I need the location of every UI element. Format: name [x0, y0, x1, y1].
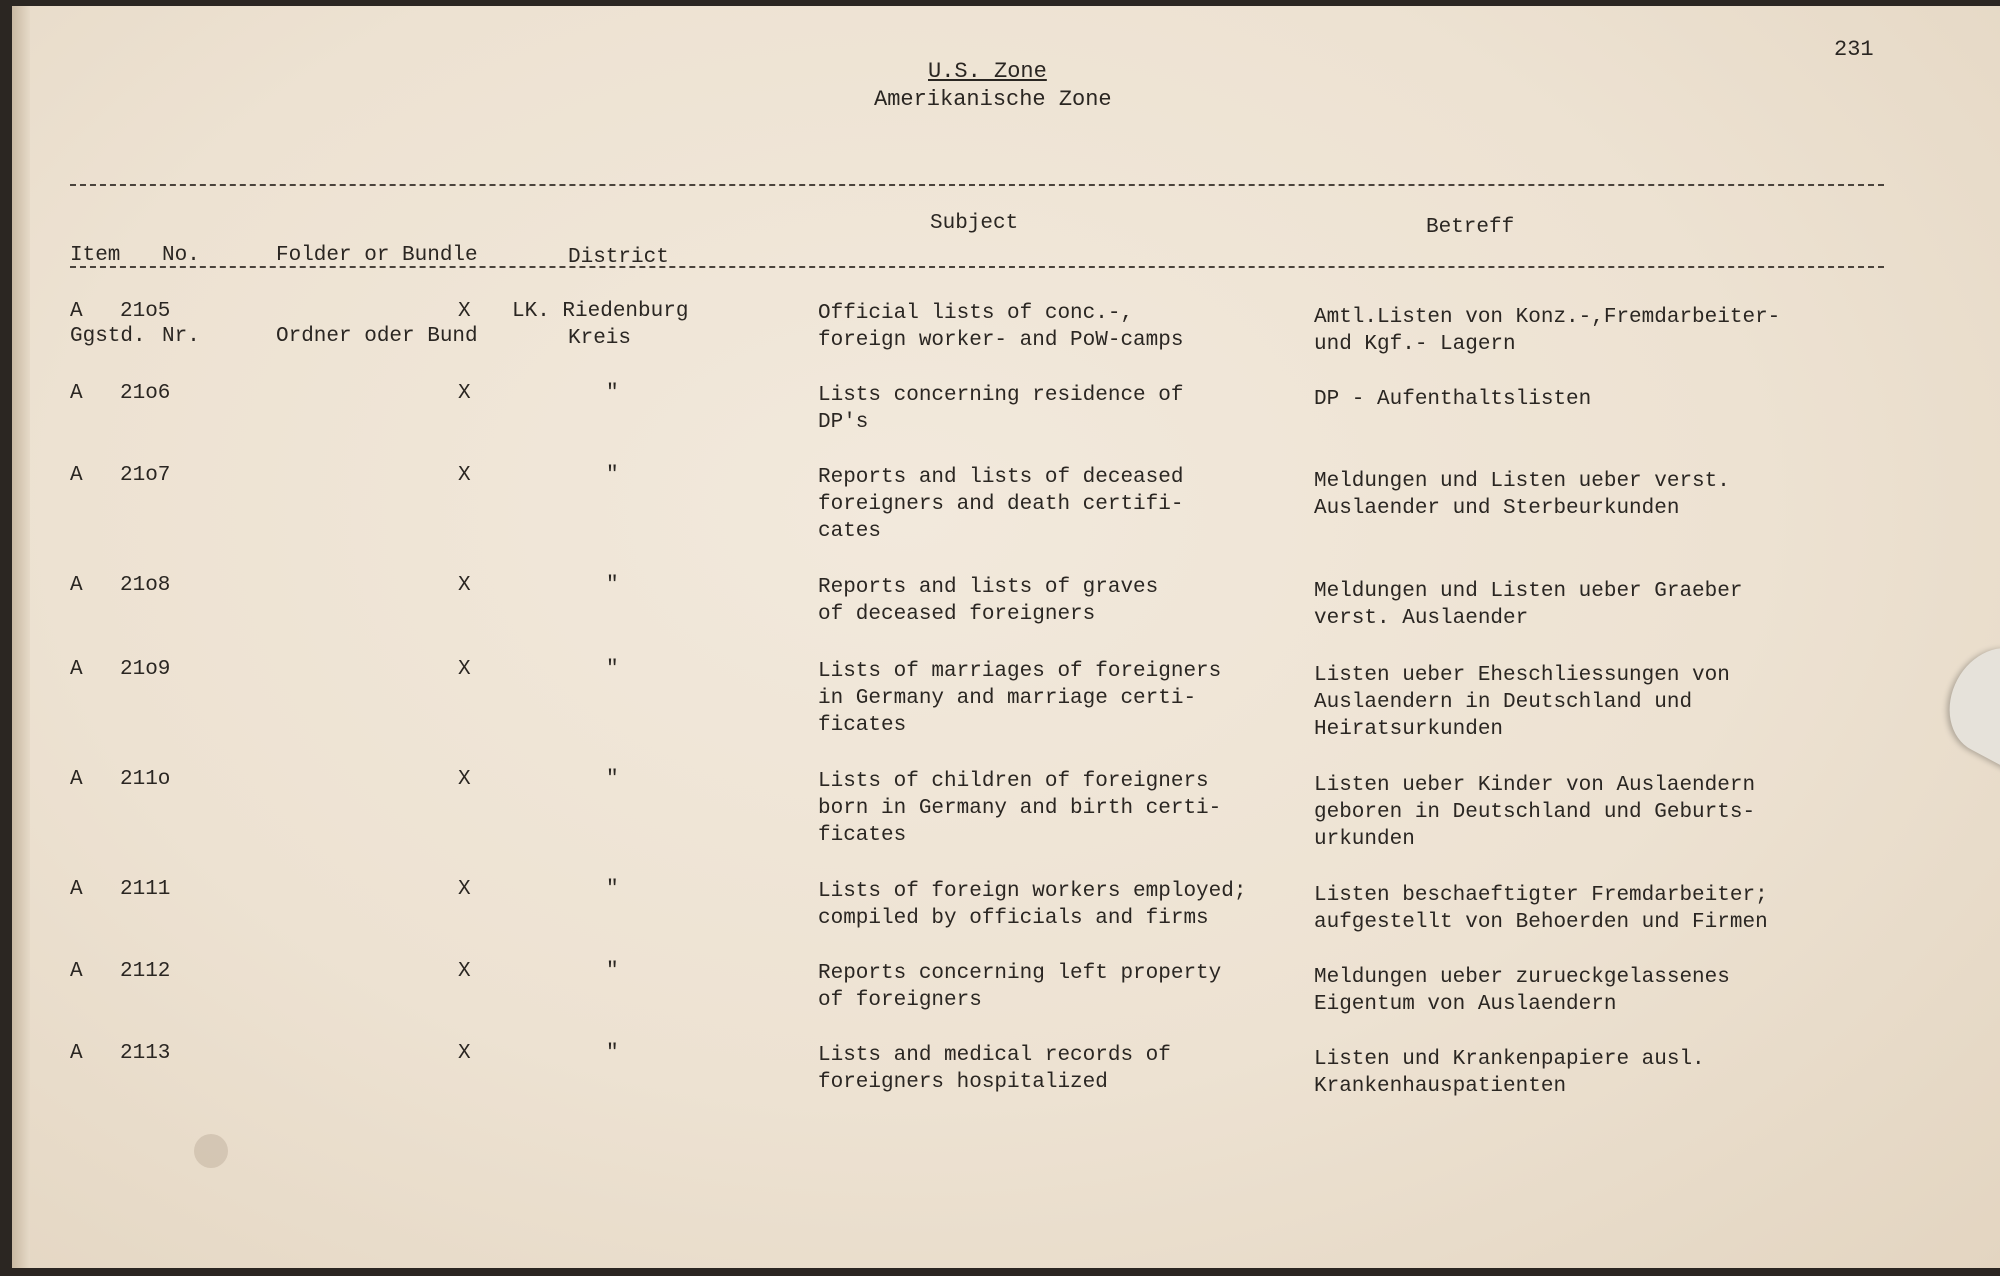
page-tab-marker [1931, 631, 2000, 770]
paper-smudge [194, 1134, 228, 1168]
row-number: 21o6 [120, 382, 171, 405]
row-betreff-line: Eigentum von Auslaendern [1314, 993, 1617, 1016]
row-subject-line: Reports concerning left property [818, 962, 1222, 985]
col-header-no [162, 188, 212, 404]
row-betreff-line: geboren in Deutschland und Geburts- [1314, 801, 1756, 824]
row-subject-line: ficates [818, 824, 907, 847]
row-district: LK. Riedenburg [512, 300, 689, 323]
row-number: 211o [120, 768, 171, 791]
row-district: " [606, 382, 619, 405]
row-subject-line: foreign worker- and PoW-camps [818, 329, 1184, 352]
row-subject-line: Lists concerning residence of [818, 384, 1184, 407]
row-subject-line: Lists of foreign workers employed; [818, 880, 1247, 903]
row-subject-line: foreigners and death certifi- [818, 493, 1184, 516]
row-subject-line: foreigners hospitalized [818, 1071, 1108, 1094]
row-number: 2113 [120, 1042, 171, 1065]
row-folder-mark: X [458, 464, 471, 487]
row-item-code: A [70, 878, 83, 901]
row-betreff-line: Krankenhauspatienten [1314, 1075, 1567, 1098]
col-header-folder [276, 188, 478, 404]
row-district: " [606, 1042, 619, 1065]
row-district: " [606, 960, 619, 983]
row-number: 2112 [120, 960, 171, 983]
row-subject-line: DP's [818, 411, 869, 434]
row-folder-mark: X [458, 382, 471, 405]
row-subject-line: Lists of children of foreigners [818, 770, 1209, 793]
row-betreff-line: Listen ueber Kinder von Auslaendern [1314, 774, 1756, 797]
row-betreff-line: Listen ueber Eheschliessungen von [1314, 664, 1730, 687]
row-number: 21o9 [120, 658, 171, 681]
page-title: U.S. Zone [928, 59, 1047, 84]
row-betreff-line: Meldungen und Listen ueber verst. [1314, 470, 1730, 493]
book-spine [12, 6, 30, 1268]
row-betreff-line: verst. Auslaender [1314, 607, 1529, 630]
col-header-district-en: District [568, 246, 669, 269]
row-district: " [606, 464, 619, 487]
row-betreff-line: Listen beschaeftigter Fremdarbeiter; [1314, 884, 1768, 907]
row-betreff-line: und Kgf.- Lagern [1314, 333, 1516, 356]
row-folder-mark: X [458, 574, 471, 597]
row-item-code: A [70, 1042, 83, 1065]
header-rule-bottom [70, 266, 1884, 268]
row-number: 2111 [120, 878, 171, 901]
row-number: 21o7 [120, 464, 171, 487]
row-folder-mark: X [458, 1042, 471, 1065]
row-subject-line: Lists and medical records of [818, 1044, 1171, 1067]
row-subject-line: born in Germany and birth certi- [818, 797, 1222, 820]
row-folder-mark: X [458, 300, 471, 323]
row-subject-line: Official lists of conc.-, [818, 302, 1134, 325]
row-item-code: A [70, 658, 83, 681]
row-subject-line: ficates [818, 714, 907, 737]
row-subject-line: in Germany and marriage certi- [818, 687, 1197, 710]
row-subject-line: of foreigners [818, 989, 982, 1012]
row-item-code: A [70, 960, 83, 983]
col-header-item [70, 188, 146, 404]
col-header-subject: Subject [930, 212, 1019, 235]
page-number: 231 [1834, 37, 1874, 62]
row-item-code: A [70, 574, 83, 597]
row-item-code: A [70, 382, 83, 405]
row-betreff-line: urkunden [1314, 828, 1415, 851]
col-header-folder-de: Ordner oder Bund [276, 325, 478, 348]
row-subject-line: Reports and lists of graves [818, 576, 1159, 599]
col-header-district-de: Kreis [568, 327, 632, 350]
row-betreff-line: Meldungen und Listen ueber Graeber [1314, 580, 1743, 603]
row-subject-line: Lists of marriages of foreigners [818, 660, 1222, 683]
row-betreff-line: Meldungen ueber zurueckgelassenes [1314, 966, 1730, 989]
row-number: 21o5 [120, 300, 171, 323]
row-subject-line: cates [818, 520, 882, 543]
row-betreff-line: Listen und Krankenpapiere ausl. [1314, 1048, 1705, 1071]
row-subject-line: Reports and lists of deceased [818, 466, 1184, 489]
col-header-no-de: Nr. [162, 325, 200, 348]
row-folder-mark: X [458, 658, 471, 681]
row-subject-line: compiled by officials and firms [818, 907, 1209, 930]
row-district: " [606, 768, 619, 791]
col-header-item-en: Item [70, 244, 121, 267]
row-item-code: A [70, 768, 83, 791]
row-subject-line: of deceased foreigners [818, 603, 1096, 626]
row-betreff-line: Auslaender und Sterbeurkunden [1314, 497, 1680, 520]
col-header-folder-en: Folder or Bundle [276, 244, 478, 267]
row-folder-mark: X [458, 960, 471, 983]
row-district: " [606, 878, 619, 901]
row-betreff-line: Auslaendern in Deutschland und [1314, 691, 1693, 714]
row-district: " [606, 658, 619, 681]
header-rule-top [70, 184, 1884, 186]
row-betreff-line: DP - Aufenthaltslisten [1314, 388, 1592, 411]
row-betreff-line: Amtl.Listen von Konz.-,Fremdarbeiter- [1314, 306, 1781, 329]
row-folder-mark: X [458, 768, 471, 791]
row-item-code: A [70, 300, 83, 323]
row-item-code: A [70, 464, 83, 487]
col-header-item-de: Ggstd. [70, 325, 146, 348]
col-header-no-en: No. [162, 244, 200, 267]
row-betreff-line: aufgestellt von Behoerden und Firmen [1314, 911, 1768, 934]
page-subtitle: Amerikanische Zone [874, 87, 1112, 112]
document-page [12, 6, 2000, 1268]
row-folder-mark: X [458, 878, 471, 901]
row-district: " [606, 574, 619, 597]
row-number: 21o8 [120, 574, 171, 597]
col-header-betreff: Betreff [1426, 216, 1515, 239]
row-betreff-line: Heiratsurkunden [1314, 718, 1504, 741]
